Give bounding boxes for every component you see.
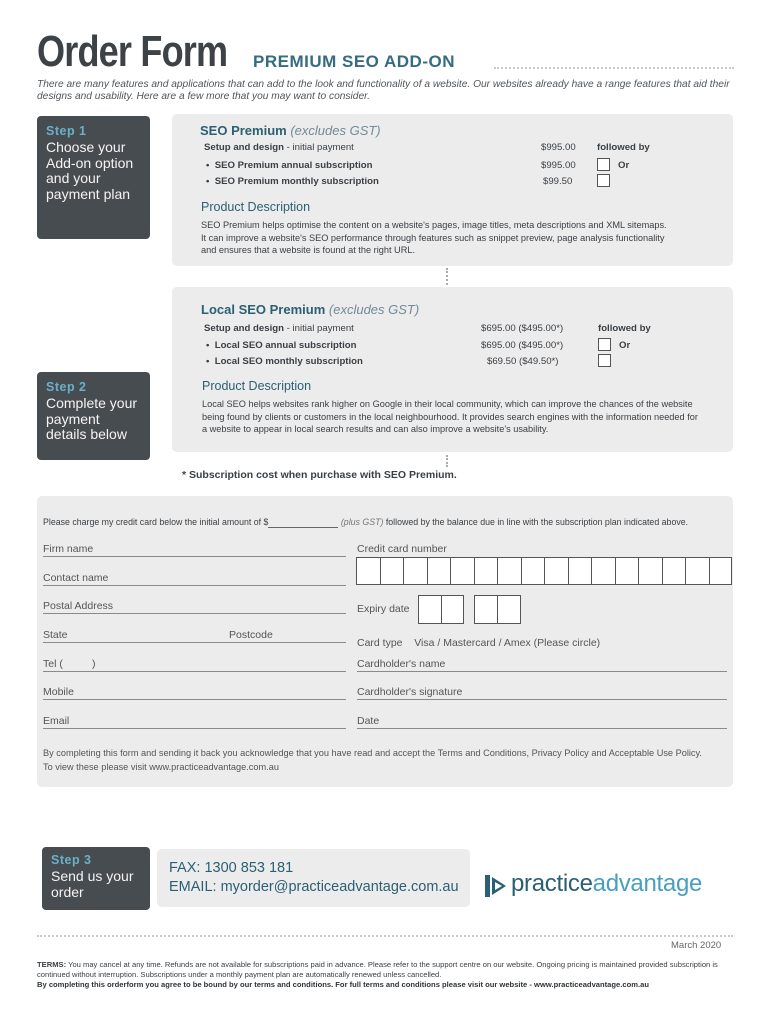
subscription-footnote: * Subscription cost when purchase with SEO Premium. [182, 469, 457, 481]
charge-amount-field[interactable] [268, 517, 338, 528]
cc-number-boxes[interactable] [356, 557, 732, 585]
cc-digit-divider [544, 557, 545, 585]
postcode-label: Postcode [229, 629, 273, 641]
tel-field[interactable]: Tel ( ) [43, 658, 346, 672]
seo-followed-by: followed by [597, 142, 650, 153]
cc-digit-divider [497, 557, 498, 585]
local-description-heading: Product Description [202, 379, 312, 393]
step-3-number: Step 3 [51, 853, 92, 867]
seo-annual-price: $995.00 [541, 160, 576, 171]
seo-annual-checkbox[interactable] [597, 158, 610, 171]
charge-note: (plus GST) [340, 517, 384, 527]
cc-digit-divider [615, 557, 616, 585]
logo-text: practiceadvantage [511, 870, 703, 897]
form-date: March 2020 [671, 940, 722, 951]
cardholder-name-field[interactable]: Cardholder's name [357, 658, 727, 672]
cc-number-label: Credit card number [357, 543, 447, 555]
header-divider [494, 67, 734, 69]
expiry-year-divider [497, 595, 498, 624]
seo-description-text: SEO Premium helps optimise the content on a website's pages, image titles, meta descriptions and XML sitemaps. It can improve a website's SEO performance through features such as snippet preview, page analysis functionality and ensures that a website is found at the right URL. [201, 220, 667, 255]
local-seo-panel [172, 287, 733, 452]
state-field[interactable] [43, 629, 346, 643]
fax-label: FAX: [169, 860, 201, 876]
seo-annual-row: • SEO Premium annual subscription [206, 160, 373, 171]
cc-digit-divider [685, 557, 686, 585]
cc-digit-divider [591, 557, 592, 585]
intro-text: There are many features and applications that can add to the look and functionality of a website. Our websites already have a range features that aid their designs and usability. Here are a few more that you may want to consider. [37, 79, 730, 102]
email-line [169, 879, 459, 895]
seo-monthly-checkbox[interactable] [597, 174, 610, 187]
local-monthly-price: $69.50 ($49.50*) [487, 356, 559, 367]
seo-monthly-label: SEO Premium monthly subscription [214, 176, 379, 187]
step-1-box [37, 116, 150, 239]
local-annual-label: Local SEO annual subscription [214, 340, 357, 351]
cc-digit-divider [450, 557, 451, 585]
step-1-number: Step 1 [46, 124, 87, 138]
step-3-box [42, 847, 150, 910]
cc-digit-divider [521, 557, 522, 585]
seo-premium-tax-note: (excludes GST) [290, 123, 381, 138]
seo-or-label: Or [618, 160, 630, 171]
local-monthly-row: • Local SEO monthly subscription [206, 356, 363, 367]
connector-dots-2 [446, 455, 448, 467]
local-monthly-label: Local SEO monthly subscription [214, 356, 363, 367]
local-setup-label: Setup and design [204, 323, 284, 334]
step-1-text: Choose your Add-on option and your payment plan [46, 139, 134, 202]
logo-mark-icon [484, 873, 510, 899]
seo-premium-panel [172, 114, 733, 266]
seo-monthly-row: • SEO Premium monthly subscription [206, 176, 379, 187]
cc-digit-divider [474, 557, 475, 585]
seo-annual-label: SEO Premium annual subscription [214, 160, 373, 171]
payment-panel [37, 496, 733, 787]
step-2-number: Step 2 [46, 380, 87, 394]
page-title: Order Form [37, 27, 228, 76]
expiry-month-divider [441, 595, 442, 624]
contact-panel [157, 849, 470, 907]
page-subtitle: PREMIUM SEO ADD-ON [253, 52, 455, 71]
cc-digit-divider [662, 557, 663, 585]
seo-setup-price: $995.00 [541, 142, 576, 153]
cc-digit-divider [403, 557, 404, 585]
card-type-row [357, 637, 600, 649]
seo-description-heading: Product Description [201, 200, 311, 214]
firm-name-field[interactable]: Firm name [43, 543, 346, 557]
local-annual-row: • Local SEO annual subscription [206, 340, 357, 351]
local-seo-tax-note: (excludes GST) [328, 302, 420, 317]
local-annual-checkbox[interactable] [598, 338, 611, 351]
email-field[interactable]: Email [43, 715, 346, 729]
email-label: EMAIL: [169, 879, 217, 895]
cc-digit-divider [709, 557, 710, 585]
terms-text [37, 960, 737, 980]
local-setup-row [204, 323, 354, 334]
local-description-text: Local SEO helps websites rank higher on Google in their local community, which can improve the chances of the website being found by clients or customers in the local neighbourhood. It provides search engines with the information needed for a website to appear in local search results and can also improve a website's usability. [202, 399, 698, 434]
cc-digit-divider [568, 557, 569, 585]
date-field[interactable]: Date [357, 715, 727, 729]
step-3-text: Send us your order [51, 868, 134, 900]
charge-line [43, 517, 688, 528]
seo-setup-suffix: - initial payment [283, 142, 354, 153]
card-type-label: Card type [357, 637, 403, 649]
footer-divider [37, 935, 733, 937]
cardholder-signature-field[interactable]: Cardholder's signature [357, 686, 727, 700]
card-type-options[interactable]: Visa / Mastercard / Amex (Please circle) [414, 637, 601, 649]
order-email[interactable]: myorder@practiceadvantage.com.au [220, 879, 459, 895]
seo-premium-name: SEO Premium [200, 123, 287, 138]
local-seo-name: Local SEO Premium [201, 302, 326, 317]
cc-digit-divider [638, 557, 639, 585]
expiry-label: Expiry date [357, 603, 410, 615]
cc-digit-divider [427, 557, 428, 585]
seo-premium-title [200, 123, 381, 138]
charge-prefix: Please charge my credit card below the initial amount of $ [43, 517, 269, 527]
local-setup-suffix: - initial payment [283, 323, 354, 334]
terms-body: You may cancel at any time. Refunds are not available for subscriptions paid in advance. Please refer to the support centre on our website. Ongoing pricing is maintained provided subscription is continued without interruption. Subscriptions under a monthly payment plan are automatically renewed unless cancelled. [37, 960, 718, 979]
step-2-text: Complete your payment details below [46, 395, 138, 442]
local-monthly-checkbox[interactable] [598, 354, 611, 367]
charge-suffix: followed by the balance due in line with the subscription plan indicated above. [383, 517, 689, 527]
contact-name-field[interactable]: Contact name [43, 572, 346, 586]
connector-dots [446, 268, 448, 285]
local-followed-by: followed by [598, 323, 651, 334]
state-label: State [43, 629, 68, 641]
local-seo-title [201, 302, 419, 317]
local-setup-price: $695.00 ($495.00*) [481, 323, 564, 334]
acknowledge-text: By completing this form and sending it back you acknowledge that you have read and accept the Terms and Conditions, Privacy Policy and Acceptable Use Policy. To view these please visit www.practiceadvantage.com.au [43, 748, 702, 772]
postal-address-field[interactable]: Postal Address [43, 600, 346, 614]
terms-label: TERMS: [37, 960, 67, 969]
fax-line [169, 860, 293, 876]
seo-setup-label: Setup and design [204, 142, 284, 153]
agree-text: By completing this orderform you agree to be bound by our terms and conditions. For full terms and conditions please visit our website - www.practiceadvantage.com.au [37, 980, 649, 989]
practice-advantage-logo [484, 870, 736, 900]
local-or-label: Or [619, 340, 631, 351]
seo-setup-row [204, 142, 354, 153]
local-annual-price: $695.00 ($495.00*) [481, 340, 564, 351]
step-2-box [37, 372, 150, 460]
mobile-field[interactable]: Mobile [43, 686, 346, 700]
fax-number[interactable]: 1300 853 181 [204, 860, 294, 876]
seo-monthly-price: $99.50 [543, 176, 573, 187]
cc-digit-divider [380, 557, 381, 585]
